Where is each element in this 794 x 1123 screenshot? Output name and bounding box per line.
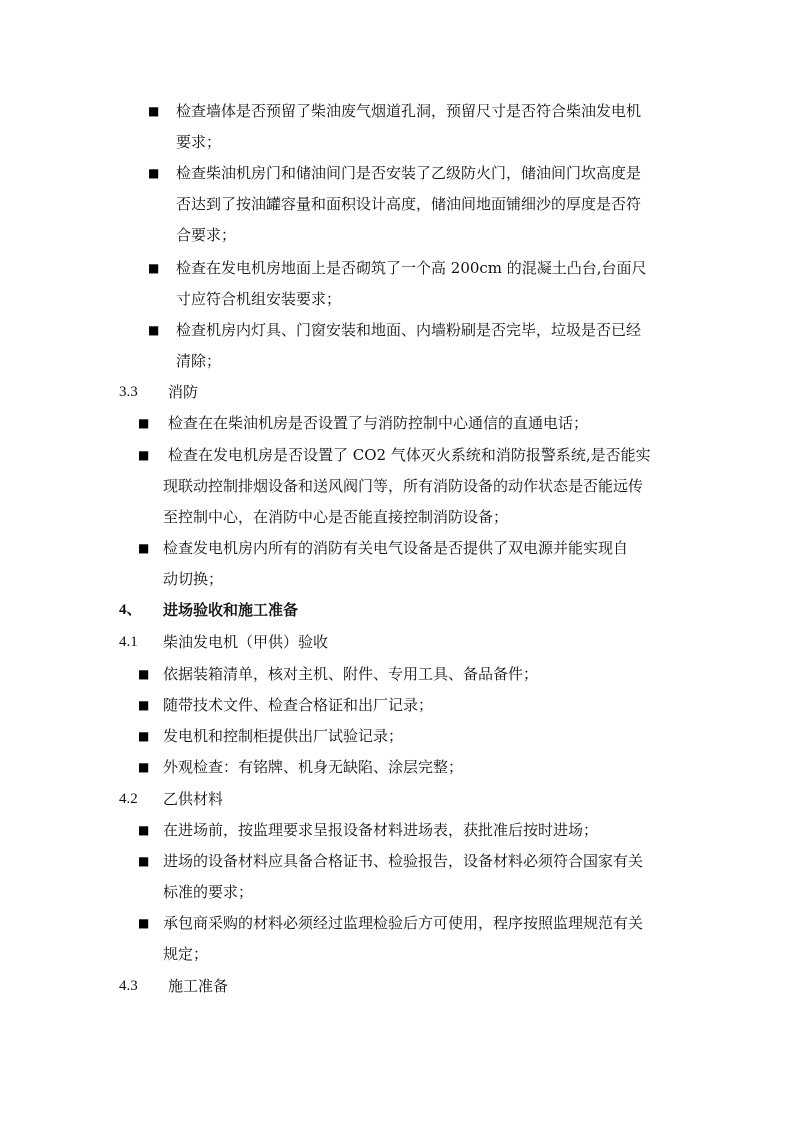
section-title: 施工准备 [168, 977, 229, 995]
bullet-icon: ■ [138, 667, 150, 681]
section-number: 4.2 [119, 791, 138, 807]
list-item-line: 外观检查：有铭牌、机身无缺陷、涂层完整； [163, 758, 464, 776]
list-item-line: 清除； [176, 352, 222, 370]
list-item-line: 规定； [163, 945, 209, 963]
bullet-icon: ■ [138, 448, 150, 462]
list-item-line: 要求； [176, 133, 222, 151]
bullet-icon: ■ [148, 323, 160, 337]
bullet-icon: ■ [138, 916, 150, 930]
bullet-icon: ■ [138, 729, 150, 743]
list-item-line: 检查墙体是否预留了柴油废气烟道孔洞，预留尺寸是否符合柴油发电机 [176, 102, 642, 120]
bullet-icon: ■ [138, 760, 150, 774]
list-item-line: 检查在发电机房地面上是否砌筑了一个高 200cm 的混凝土凸台,台面尺 [176, 259, 647, 277]
bullet-icon: ■ [148, 166, 160, 180]
list-item-line: 标准的要求； [163, 883, 254, 901]
list-item-line: 检查在在柴油机房是否设置了与消防控制中心通信的直通电话； [168, 414, 589, 432]
list-item-line: 检查机房内灯具、门窗安装和地面、内墙粉刷是否完毕，垃圾是否已经 [176, 321, 642, 339]
bullet-icon: ■ [148, 104, 160, 118]
list-item-line: 否达到了按油罐容量和面积设计高度，储油间地面铺细沙的厚度是否符 [176, 195, 642, 213]
list-item-line: 在进场前，按监理要求呈报设备材料进场表，获批准后按时进场； [163, 821, 599, 839]
bullet-icon: ■ [138, 698, 150, 712]
list-item-line: 随带技术文件、检查合格证和出厂记录； [163, 696, 434, 714]
list-item-line: 寸应符合机组安装要求； [176, 290, 342, 308]
section-title: 柴油发电机（甲供）验收 [163, 633, 329, 651]
bullet-icon: ■ [138, 416, 150, 430]
section-number: 4.1 [119, 634, 138, 650]
list-item-line: 依据装箱清单，核对主机、附件、专用工具、备品备件； [163, 665, 539, 683]
list-item-line: 至控制中心，在消防中心是否能直接控制消防设备； [163, 508, 509, 526]
section-number: 3.3 [119, 384, 138, 400]
list-item-line: 检查在发电机房是否设置了 CO2 气体灭火系统和消防报警系统,是否能实 [168, 446, 651, 464]
section-number: 4、 [119, 602, 142, 618]
section-title: 消防 [168, 383, 199, 401]
list-item-line: 动切换； [163, 570, 224, 588]
section-number: 4.3 [119, 978, 138, 994]
bullet-icon: ■ [138, 854, 150, 868]
bullet-icon: ■ [138, 541, 150, 555]
bullet-icon: ■ [138, 823, 150, 837]
list-item-line: 进场的设备材料应具备合格证书、检验报告，设备材料必须符合国家有关 [163, 852, 644, 870]
list-item-line: 合要求； [176, 226, 237, 244]
bullet-icon: ■ [148, 261, 160, 275]
list-item-line: 现联动控制排烟设备和送风阀门等，所有消防设备的动作状态是否能远传 [163, 477, 644, 495]
list-item-line: 承包商采购的材料必须经过监理检验后方可使用，程序按照监理规范有关 [163, 914, 644, 932]
section-title: 乙供材料 [163, 790, 224, 808]
list-item-line: 检查柴油机房门和储油间门是否安装了乙级防火门，储油间门坎高度是 [176, 164, 642, 182]
list-item-line: 检查发电机房内所有的消防有关电气设备是否提供了双电源并能实现自 [163, 539, 629, 557]
section-heading: 进场验收和施工准备 [163, 601, 299, 619]
list-item-line: 发电机和控制柜提供出厂试验记录； [163, 727, 404, 745]
